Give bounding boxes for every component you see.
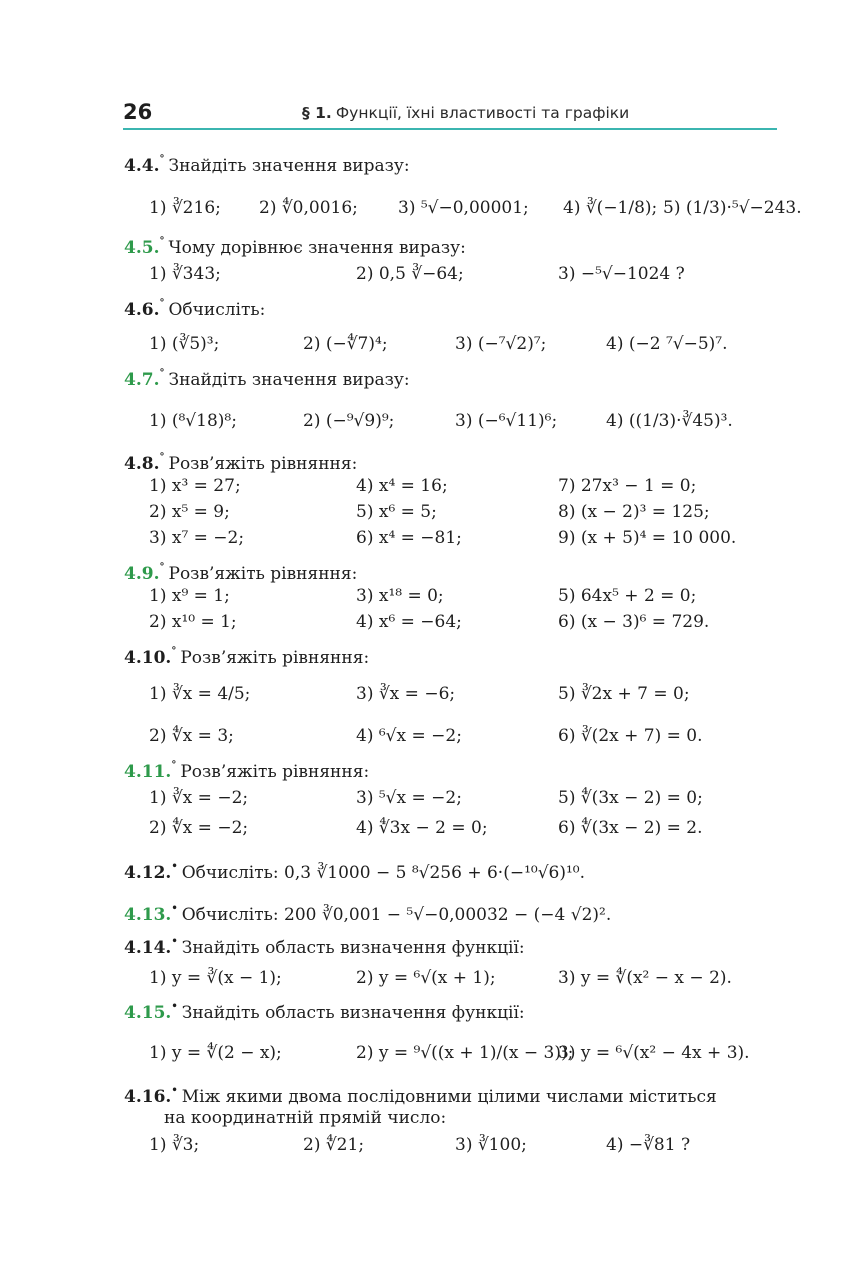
item: 2) x⁵ = 9; (149, 502, 230, 522)
item: 4) ((1/3)·∛45)³. (606, 411, 733, 431)
difficulty-mark: ° (159, 452, 165, 463)
problem-4-8 (124, 453, 357, 473)
problem-text: Знайдіть значення виразу: (168, 370, 410, 390)
page-number: 26 (123, 100, 153, 124)
problem-4-9 (124, 563, 357, 583)
item: 2) y = ⁹√((x + 1)/(x − 3)); (356, 1043, 574, 1063)
problem-text: Розв’яжіть рівняння: (168, 454, 358, 474)
problem-number: 4.7. (124, 370, 160, 390)
item: 1) (⁸√18)⁸; (149, 411, 237, 431)
problem-number: 4.8. (124, 454, 160, 474)
difficulty-mark: ° (159, 154, 165, 165)
problem-4-12 (124, 862, 585, 882)
item: 1) ∛216; (149, 198, 221, 218)
item: 2) ∜x = −2; (149, 818, 249, 838)
item: 6) ∜(3x − 2) = 2. (558, 818, 703, 838)
item: 3) x¹⁸ = 0; (356, 586, 444, 606)
problem-number: 4.12. (124, 863, 172, 883)
problem-number: 4.14. (124, 938, 172, 958)
item: 2) (−∜7)⁴; (303, 334, 388, 354)
difficulty-mark: ° (159, 562, 165, 573)
item: 1) ∛x = −2; (149, 788, 249, 808)
difficulty-mark: ° (171, 646, 177, 657)
difficulty-mark: • (171, 1001, 178, 1012)
item: 3) (−⁷√2)⁷; (455, 334, 547, 354)
problem-4-7 (124, 369, 410, 389)
difficulty-mark: • (171, 936, 178, 947)
problem-number: 4.10. (124, 648, 172, 668)
difficulty-mark: ° (159, 298, 165, 309)
running-header (302, 104, 629, 122)
problem-4-16 (124, 1086, 717, 1106)
problem-number: 4.6. (124, 300, 160, 320)
difficulty-mark: • (171, 861, 178, 872)
item: 8) (x − 2)³ = 125; (558, 502, 710, 522)
item: 6) ∛(2x + 7) = 0. (558, 726, 703, 746)
item: 4) ∜3x − 2 = 0; (356, 818, 488, 838)
item: 1) ∛343; (149, 264, 221, 284)
problem-4-5 (124, 237, 466, 257)
item: 3) ∛100; (455, 1135, 527, 1155)
item: 5) (1/3)·⁵√−243. (663, 198, 802, 218)
problem-4-10 (124, 647, 369, 667)
item: 3) ⁵√x = −2; (356, 788, 462, 808)
problem-4-14 (124, 937, 525, 957)
item: 2) x¹⁰ = 1; (149, 612, 237, 632)
item: 5) x⁶ = 5; (356, 502, 437, 522)
difficulty-mark: • (171, 1085, 178, 1096)
item: 3) ⁵√−0,00001; (398, 198, 529, 218)
item: 4) −∛81 ? (606, 1135, 691, 1155)
problem-number: 4.11. (124, 762, 172, 782)
item: 3) ∛x = −6; (356, 684, 456, 704)
item: 2) ∜21; (303, 1135, 365, 1155)
item: 1) y = ∜(2 − x); (149, 1043, 282, 1063)
item: 4) ⁶√x = −2; (356, 726, 462, 746)
item: 6) x⁴ = −81; (356, 528, 462, 548)
item: 3) y = ⁶√(x² − 4x + 3). (558, 1043, 750, 1063)
problem-text: Чому дорівнює значення виразу: (168, 238, 466, 258)
item: 1) x³ = 27; (149, 476, 241, 496)
difficulty-mark: ° (159, 368, 165, 379)
item: 3) x⁷ = −2; (149, 528, 245, 548)
problem-4-6 (124, 299, 265, 319)
item: 4) x⁴ = 16; (356, 476, 448, 496)
item: 4) x⁶ = −64; (356, 612, 462, 632)
section-title: Функції, їхні властивості та графіки (335, 104, 630, 122)
item: 7) 27x³ − 1 = 0; (558, 476, 697, 496)
header-rule (123, 128, 777, 130)
item: 4) (−2 ⁷√−5)⁷. (606, 334, 728, 354)
item: 1) ∛3; (149, 1135, 200, 1155)
item: 1) ∛x = 4/5; (149, 684, 251, 704)
item: 3) −⁵√−1024 ? (558, 264, 685, 284)
difficulty-mark: • (171, 903, 178, 914)
item: 1) y = ∛(x − 1); (149, 968, 282, 988)
item: 2) (−⁹√9)⁹; (303, 411, 395, 431)
item: 5) ∛2x + 7 = 0; (558, 684, 690, 704)
problem-text: Обчисліть: (168, 300, 266, 320)
problem-4-13 (124, 904, 611, 924)
problem-text: Між якими двома послідовними цілими числами міститься (181, 1087, 717, 1107)
problem-4-11 (124, 761, 369, 781)
item: 6) (x − 3)⁶ = 729. (558, 612, 710, 632)
problem-4-15 (124, 1002, 525, 1022)
problem-text: Знайдіть значення виразу: (168, 156, 410, 176)
problem-text: Знайдіть область визначення функції: (181, 938, 525, 958)
problem-number: 4.9. (124, 564, 160, 584)
problem-4-4 (124, 155, 410, 175)
item: 2) ∜x = 3; (149, 726, 234, 746)
item: 4) ∛(−1/8); (563, 198, 658, 218)
section-number: § 1. (302, 104, 332, 122)
item: 1) (∛5)³; (149, 334, 220, 354)
problem-text: Розв’яжіть рівняння: (168, 564, 358, 584)
problem-number: 4.13. (124, 905, 172, 925)
item: 2) y = ⁶√(x + 1); (356, 968, 496, 988)
item: 1) x⁹ = 1; (149, 586, 230, 606)
problem-text: Розв’яжіть рівняння: (180, 648, 370, 668)
item: 3) (−⁶√11)⁶; (455, 411, 558, 431)
problem-number: 4.16. (124, 1087, 172, 1107)
item: 3) y = ∜(x² − x − 2). (558, 968, 732, 988)
item: 5) 64x⁵ + 2 = 0; (558, 586, 697, 606)
problem-text: Обчисліть: (181, 905, 279, 925)
item: 9) (x + 5)⁴ = 10 000. (558, 528, 737, 548)
problem-text: Розв’яжіть рівняння: (180, 762, 370, 782)
difficulty-mark: ° (159, 236, 165, 247)
expression: 0,3 ∛1000 − 5 ⁸√256 + 6·(−¹⁰√6)¹⁰. (284, 863, 586, 883)
item: 2) ∜0,0016; (259, 198, 358, 218)
expression: 200 ∛0,001 − ⁵√−0,00032 − (−4 √2)². (284, 905, 612, 925)
item: 2) 0,5 ∛−64; (356, 264, 464, 284)
problem-text-continued: на координатній прямій число: (164, 1108, 447, 1128)
item: 5) ∜(3x − 2) = 0; (558, 788, 703, 808)
problem-number: 4.15. (124, 1003, 172, 1023)
problem-text: Знайдіть область визначення функції: (181, 1003, 525, 1023)
problem-number: 4.5. (124, 238, 160, 258)
problem-number: 4.4. (124, 156, 160, 176)
difficulty-mark: ° (171, 760, 177, 771)
problem-text: Обчисліть: (181, 863, 279, 883)
